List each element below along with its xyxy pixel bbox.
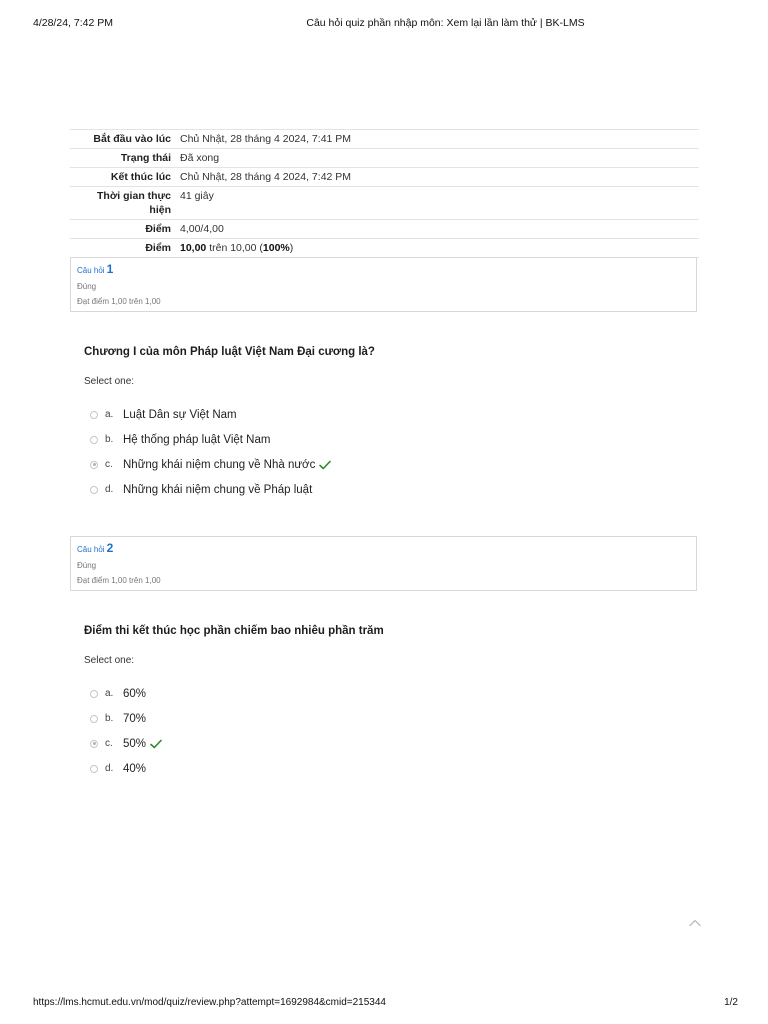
option-text: Luật Dân sự Việt Nam (123, 408, 237, 421)
question-label: Câu hỏi (77, 266, 105, 275)
option-text: Hệ thống pháp luật Việt Nam (123, 433, 271, 446)
question-mark: Đạt điểm 1,00 trên 1,00 (77, 576, 161, 585)
grade-percent: 100% (262, 242, 290, 254)
option-text: 60% (123, 687, 147, 700)
radio-button[interactable] (90, 765, 98, 773)
summary-row-grade (70, 239, 699, 258)
check-icon (150, 739, 162, 749)
summary-value: Đã xong (176, 149, 699, 168)
option-letter: c. (105, 738, 113, 749)
radio-button[interactable] (90, 411, 98, 419)
summary-value: Chủ Nhật, 28 tháng 4 2024, 7:42 PM (176, 168, 699, 187)
question-state: Đúng (77, 282, 97, 291)
check-icon (319, 460, 331, 470)
question-info-2 (70, 536, 697, 591)
option-text: 40% (123, 762, 147, 775)
option-text: 70% (123, 712, 147, 725)
question-label: Câu hỏi (77, 545, 105, 554)
question-number-value: 1 (106, 262, 114, 276)
answer-option[interactable] (84, 706, 162, 731)
option-letter: c. (105, 459, 113, 470)
answer-option-selected[interactable] (84, 731, 162, 756)
select-one-prompt: Select one: (84, 655, 135, 666)
question-text-2: Điểm thi kết thúc học phần chiếm bao nhiêu phần trăm (84, 625, 384, 637)
question-number (77, 542, 690, 556)
radio-button-checked[interactable] (90, 740, 98, 748)
print-url: https://lms.hcmut.edu.vn/mod/quiz/review.php?attempt=1692984&cmid=215344 (33, 997, 386, 1008)
answer-options-1 (84, 402, 331, 502)
summary-label: Trạng thái (70, 149, 176, 168)
summary-grade-value (176, 239, 699, 258)
summary-value: 4,00/4,00 (176, 220, 699, 239)
radio-button[interactable] (90, 690, 98, 698)
print-footer (33, 997, 738, 1011)
print-datetime: 4/28/24, 7:42 PM (33, 17, 113, 29)
summary-row (70, 187, 699, 220)
question-text-1: Chương I của môn Pháp luật Việt Nam Đại cương là? (84, 346, 375, 358)
summary-label: Kết thúc lúc (70, 168, 176, 187)
option-letter: d. (105, 484, 114, 495)
question-state: Đúng (77, 561, 97, 570)
option-letter: b. (105, 434, 114, 445)
grade-close: ) (289, 242, 294, 254)
answer-option[interactable] (84, 427, 331, 452)
answer-options-2 (84, 681, 162, 781)
question-number (77, 263, 690, 277)
answer-option-selected[interactable] (84, 452, 331, 477)
radio-button-checked[interactable] (90, 461, 98, 469)
summary-label: Điểm (70, 239, 176, 258)
grade-score: 10,00 (180, 242, 207, 254)
question-number-value: 2 (106, 541, 114, 555)
radio-button[interactable] (90, 486, 98, 494)
answer-option[interactable] (84, 756, 162, 781)
grade-middle: trên 10,00 ( (206, 242, 263, 254)
summary-row (70, 220, 699, 239)
summary-row (70, 130, 699, 149)
option-letter: a. (105, 409, 114, 420)
option-letter: b. (105, 713, 114, 724)
radio-button[interactable] (90, 436, 98, 444)
summary-row (70, 149, 699, 168)
radio-button[interactable] (90, 715, 98, 723)
print-page-number: 1/2 (724, 997, 738, 1008)
answer-option[interactable] (84, 477, 331, 502)
question-mark: Đạt điểm 1,00 trên 1,00 (77, 297, 161, 306)
option-letter: a. (105, 688, 114, 699)
attempt-summary-table (70, 129, 699, 258)
answer-option[interactable] (84, 402, 331, 427)
summary-label: Điểm (70, 220, 176, 239)
question-info-1 (70, 257, 697, 312)
print-header (33, 17, 738, 31)
summary-value: Chủ Nhật, 28 tháng 4 2024, 7:41 PM (176, 130, 699, 149)
select-one-prompt: Select one: (84, 376, 135, 387)
summary-label: Thời gian thực hiện (70, 187, 176, 220)
option-text: 50% (123, 737, 147, 750)
print-page-title: Câu hỏi quiz phần nhập môn: Xem lại lần làm thử | BK-LMS (306, 17, 585, 29)
option-text: Những khái niệm chung về Nhà nước (123, 458, 316, 471)
option-text: Những khái niệm chung về Pháp luật (123, 483, 313, 496)
summary-label: Bắt đầu vào lúc (70, 130, 176, 149)
answer-option[interactable] (84, 681, 162, 706)
summary-row (70, 168, 699, 187)
chevron-up-icon[interactable] (688, 918, 702, 928)
option-letter: d. (105, 763, 114, 774)
summary-value: 41 giây (176, 187, 699, 220)
